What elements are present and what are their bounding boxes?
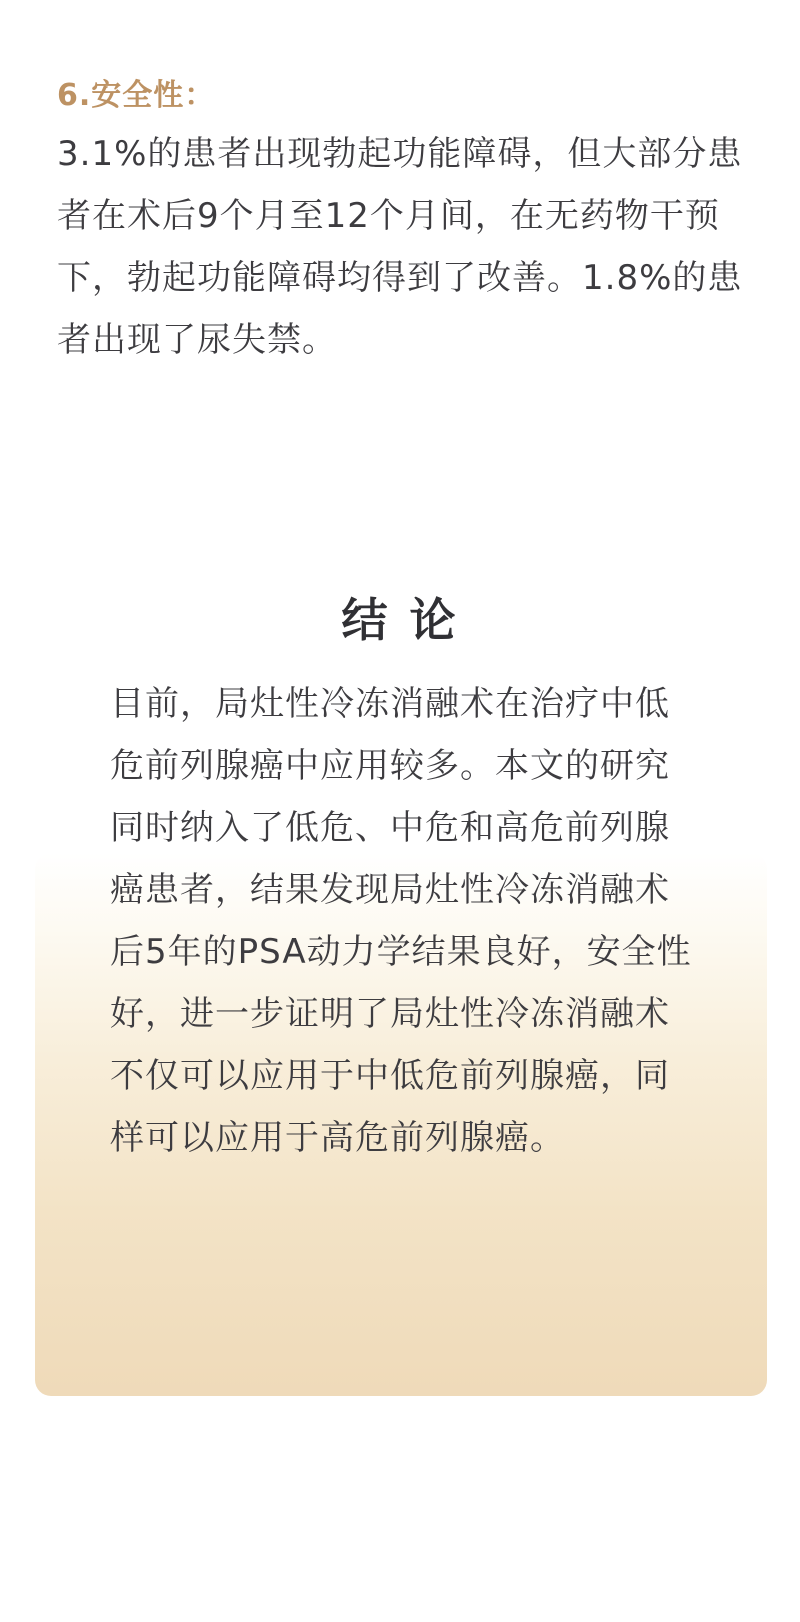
safety-line: 者在术后9个月至12个月间，在无药物干预 bbox=[57, 196, 720, 236]
conclusion-line: 癌患者，结果发现局灶性冷冻消融术 bbox=[110, 870, 670, 910]
conclusion-line: 后5年的PSA动力学结果良好，安全性 bbox=[110, 932, 692, 972]
conclusion-line: 危前列腺癌中应用较多。本文的研究 bbox=[110, 746, 670, 786]
conclusion-paragraph bbox=[110, 673, 692, 1169]
safety-line: 下，勃起功能障碍均得到了改善。1.8%的患 bbox=[57, 258, 743, 298]
safety-line: 者出现了尿失禁。 bbox=[57, 320, 337, 360]
safety-line: 3.1%的患者出现勃起功能障碍，但大部分患 bbox=[57, 134, 743, 174]
safety-section-heading: 6.安全性： bbox=[57, 78, 216, 113]
conclusion-line: 好，进一步证明了局灶性冷冻消融术 bbox=[110, 994, 670, 1034]
conclusion-line: 目前，局灶性冷冻消融术在治疗中低 bbox=[110, 684, 670, 724]
safety-paragraph bbox=[57, 123, 742, 371]
conclusion-line: 同时纳入了低危、中危和高危前列腺 bbox=[110, 808, 670, 848]
conclusion-title: 结 论 bbox=[341, 593, 459, 647]
conclusion-line: 样可以应用于高危前列腺癌。 bbox=[110, 1118, 565, 1158]
conclusion-line: 不仅可以应用于中低危前列腺癌，同 bbox=[110, 1056, 670, 1096]
